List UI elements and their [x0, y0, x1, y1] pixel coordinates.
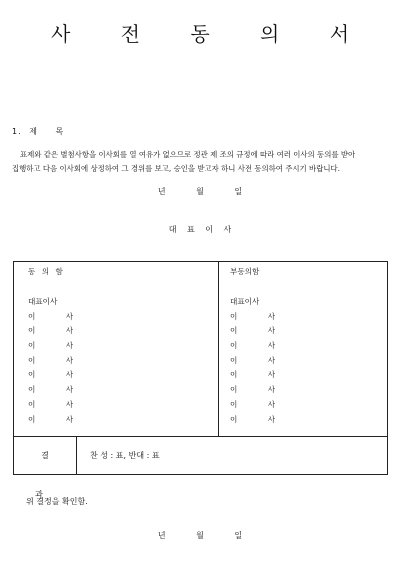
column-divider [218, 262, 219, 436]
agree-member: 이 사 [28, 414, 88, 424]
agree-member: 이 사 [28, 326, 88, 336]
result-divider [76, 436, 77, 474]
agree-member-list [28, 295, 87, 427]
disagree-member: 이 사 [230, 399, 290, 409]
result-text: 찬 성 : 표, 반대 : 표 [90, 451, 160, 460]
confirm-text: 위 결정을 확인함. [26, 497, 88, 506]
vote-table [13, 261, 388, 499]
subject-number: 1. [12, 127, 22, 136]
agree-member: 이 사 [28, 385, 88, 395]
agree-member: 이 사 [28, 370, 88, 380]
subject-label: 제 목 [29, 127, 72, 136]
disagree-member: 이 사 [230, 326, 290, 336]
agree-member: 이 사 [28, 355, 88, 365]
document-title: 사 전 동 의 서 [50, 22, 372, 46]
body-line-1: 표제와 같은 별첨사항을 이사회를 열 여유가 없으므로 정관 제 조의 규정에 따라 여러 이사의 동의를 받아 [20, 150, 356, 159]
disagree-member: 이 사 [230, 355, 290, 365]
disagree-member: 이 사 [230, 414, 290, 424]
disagree-member: 이 사 [230, 311, 290, 321]
result-label: 결 과 [35, 451, 61, 499]
agree-member: 이 사 [28, 399, 88, 409]
disagree-member: 대표이사 [230, 297, 260, 306]
agree-member: 대표이사 [28, 297, 58, 306]
date-line-top: 년 월 일 [157, 187, 257, 196]
body-text [12, 148, 392, 176]
disagree-member: 이 사 [230, 341, 290, 351]
disagree-member-list [230, 295, 289, 427]
date-line-bottom: 년 월 일 [157, 531, 257, 540]
subject-line [12, 126, 71, 137]
disagree-member: 이 사 [230, 370, 290, 380]
agree-header: 동 의 함 [28, 267, 65, 276]
agree-member: 이 사 [28, 311, 88, 321]
agree-member: 이 사 [28, 341, 88, 351]
body-line-2: 집행하고 다음 이사회에 상정하여 그 경위를 보고, 승인을 받고자 하니 사전 동의하여 주시기 바랍니다. [12, 164, 340, 173]
disagree-header: 부동의함 [230, 267, 260, 276]
representative-label: 대 표 이 사 [168, 225, 236, 234]
disagree-member: 이 사 [230, 385, 290, 395]
